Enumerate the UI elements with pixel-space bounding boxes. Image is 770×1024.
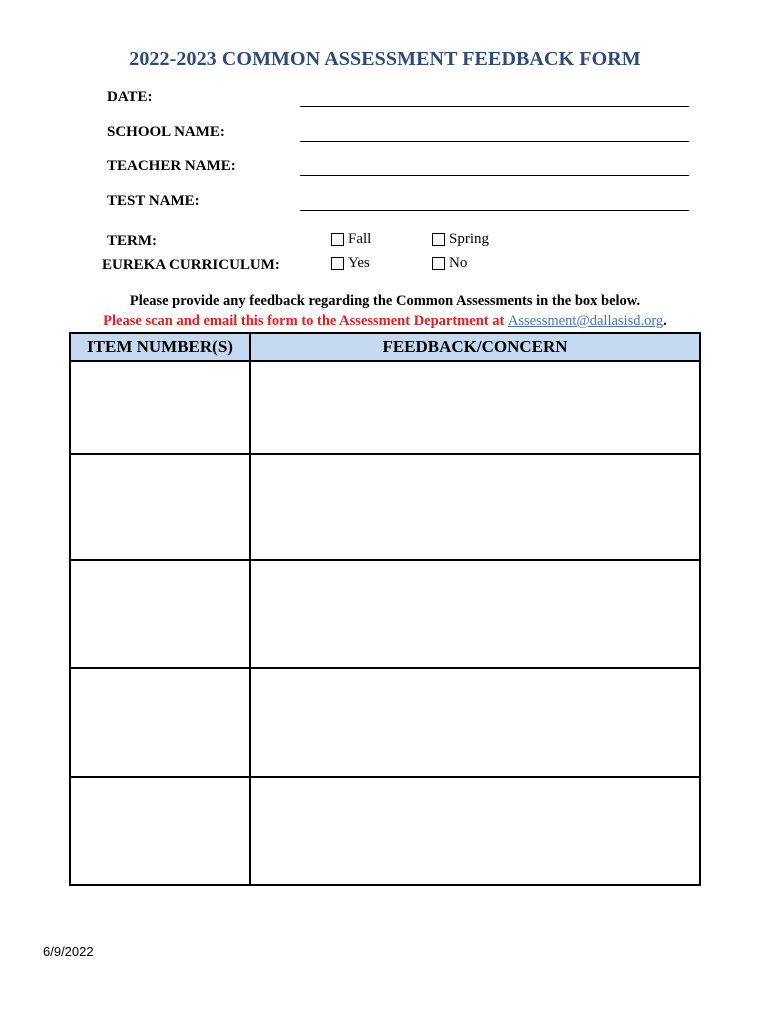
feedback-cell[interactable]	[250, 361, 700, 454]
fall-checkbox[interactable]	[331, 233, 344, 246]
table-row	[70, 560, 700, 668]
item-number-header: ITEM NUMBER(S)	[70, 333, 250, 361]
yes-checkbox[interactable]	[331, 257, 344, 270]
term-fall-option[interactable]	[331, 231, 371, 248]
no-checkbox[interactable]	[432, 257, 445, 270]
school-name-label: SCHOOL NAME:	[107, 124, 225, 140]
item-number-cell[interactable]	[70, 454, 250, 560]
item-number-cell[interactable]	[70, 777, 250, 885]
feedback-cell[interactable]	[250, 454, 700, 560]
instructions-line1: Please provide any feedback regarding the Common Assessments in the box below.	[129, 293, 641, 309]
yes-label: Yes	[348, 255, 370, 271]
table-row	[70, 454, 700, 560]
test-name-field[interactable]	[300, 188, 689, 211]
feedback-cell[interactable]	[250, 668, 700, 777]
date-label: DATE:	[107, 89, 153, 105]
table-row	[70, 777, 700, 885]
instructions-line2	[0, 313, 770, 330]
footer-date: 6/9/2022	[43, 944, 94, 959]
feedback-table	[69, 332, 701, 886]
teacher-name-field[interactable]	[300, 153, 689, 176]
item-number-cell[interactable]	[70, 668, 250, 777]
eureka-label: EUREKA CURRICULUM:	[102, 257, 280, 273]
date-field[interactable]	[300, 84, 689, 107]
feedback-cell[interactable]	[250, 777, 700, 885]
table-row	[70, 668, 700, 777]
form-title: 2022-2023 COMMON ASSESSMENT FEEDBACK FORM	[129, 48, 641, 70]
eureka-yes-option[interactable]	[331, 255, 370, 272]
fall-label: Fall	[348, 231, 372, 247]
spring-label: Spring	[449, 231, 490, 247]
feedback-header: FEEDBACK/CONCERN	[250, 333, 700, 361]
teacher-name-label: TEACHER NAME:	[107, 158, 236, 174]
table-row	[70, 361, 700, 454]
instructions-period: .	[663, 313, 667, 329]
test-name-label: TEST NAME:	[107, 193, 200, 209]
feedback-cell[interactable]	[250, 560, 700, 668]
term-label: TERM:	[107, 233, 157, 249]
spring-checkbox[interactable]	[432, 233, 445, 246]
no-label: No	[449, 255, 468, 271]
term-spring-option[interactable]	[432, 231, 489, 248]
school-name-field[interactable]	[300, 119, 689, 142]
instructions-scan-text: Please scan and email this form to the Assessment Department at	[103, 313, 505, 329]
item-number-cell[interactable]	[70, 361, 250, 454]
assessment-email-link[interactable]: Assessment@dallasisd.org	[507, 313, 664, 329]
eureka-no-option[interactable]	[432, 255, 467, 272]
item-number-cell[interactable]	[70, 560, 250, 668]
